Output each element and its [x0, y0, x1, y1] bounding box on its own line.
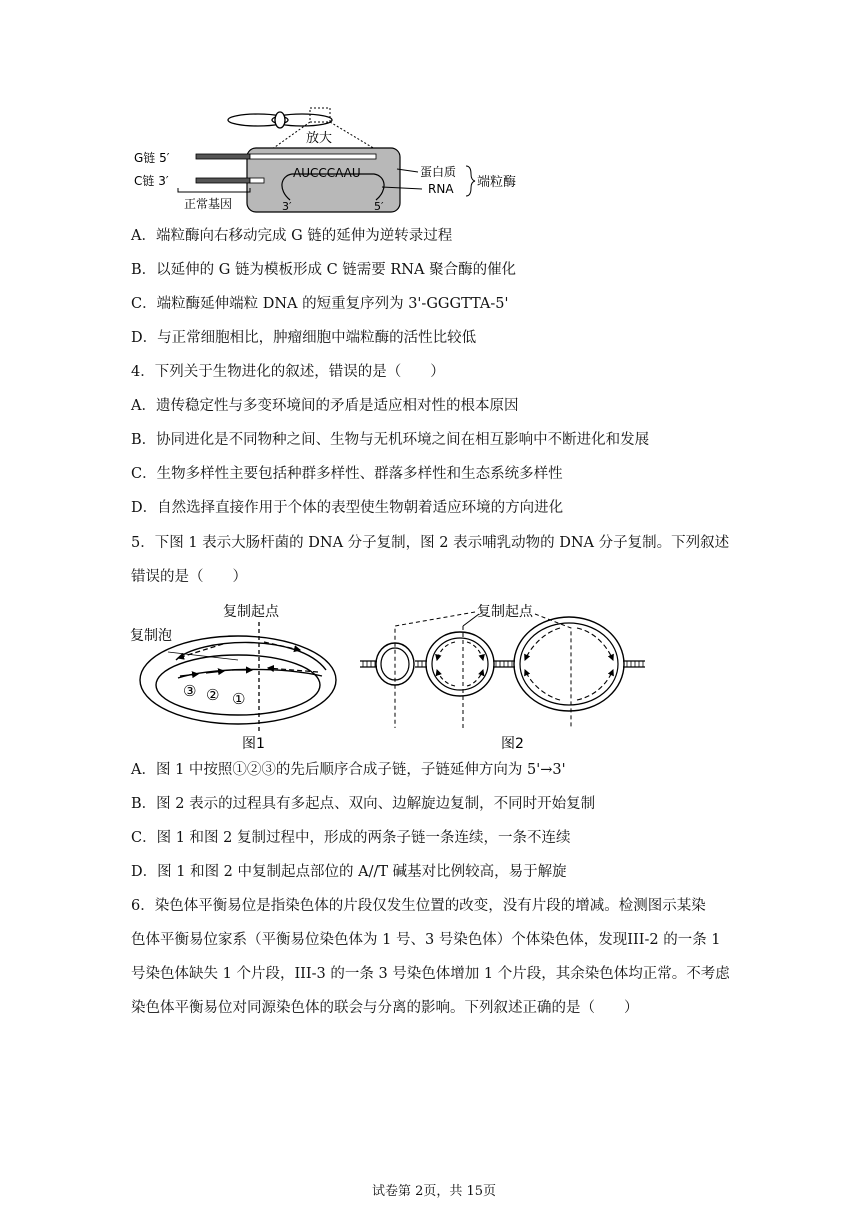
q5-stem-line2: 错误的是（ ） — [131, 569, 247, 585]
q5-stem-line1: 5．下图 1 表示大肠杆菌的 DNA 分子复制，图 2 表示哺乳动物的 DNA 分子复制。下列叙述 — [131, 535, 730, 551]
q4-option-b: B．协同进化是不同物种之间、生物与无机环境之间在相互影响中不断进化和发展 — [131, 432, 650, 448]
fig2-bubble-medium-inner — [432, 638, 488, 690]
telomerase-figure — [130, 104, 530, 216]
q3-option-a: A．端粒酶向右移动完成 G 链的延伸为逆转录过程 — [131, 228, 453, 244]
q4-option-d: D．自然选择直接作用于个体的表型使生物朝着适应环境的方向进化 — [131, 500, 564, 516]
fig2-caption: 图2 — [501, 736, 524, 752]
fig2-bubble-medium — [426, 632, 494, 696]
page-footer: 试卷第 2页，共 15页 — [371, 1184, 497, 1199]
q5-option-b: B．图 2 表示的过程具有多起点、双向、边解旋边复制，不同时开始复制 — [131, 796, 596, 812]
replication-figure-2 — [355, 598, 675, 756]
q3-option-b: B．以延伸的 G 链为模板形成 C 链需要 RNA 聚合酶的催化 — [131, 262, 517, 278]
q5-option-a: A．图 1 中按照①②③的先后顺序合成子链，子链延伸方向为 5'→3' — [131, 762, 566, 778]
fig2-bubble-large — [514, 617, 624, 711]
c-strand-extension — [250, 178, 264, 183]
rna-3prime: 3′ — [282, 200, 292, 213]
rna-label: RNA — [428, 182, 454, 196]
fig1-outer-circle — [140, 636, 336, 724]
q6-line1: 6．染色体平衡易位是指染色体的片段仅发生位置的改变，没有片段的增减。检测图示某染 — [131, 898, 706, 914]
c-strand-label: C链 3′ — [134, 174, 169, 188]
g-strand-label: G链 5′ — [134, 151, 170, 165]
fig1-num-2: ② — [206, 686, 220, 704]
q3-option-d: D．与正常细胞相比，肿瘤细胞中端粒酶的活性比较低 — [131, 330, 477, 346]
q6-line3: 号染色体缺失 1 个片段，III-3 的一条 3 号染色体增加 1 个片段，其余染色体均正常。不考虑 — [131, 966, 730, 982]
normal-gene-label: 正常基因 — [184, 197, 233, 211]
q5-option-c: C．图 1 和图 2 复制过程中，形成的两条子链一条连续，一条不连续 — [131, 830, 571, 846]
replication-figure-1 — [128, 598, 348, 756]
g-strand-gene — [196, 154, 250, 159]
q4-option-c: C．生物多样性主要包括种群多样性、群落多样性和生态系统多样性 — [131, 466, 563, 482]
rna-sequence: AUCCCAAU — [293, 166, 361, 180]
g-strand-extension — [250, 154, 376, 159]
fig1-num-1: ① — [232, 690, 246, 708]
q4-stem: 4．下列关于生物进化的叙述，错误的是（ ） — [131, 364, 445, 380]
rna-5prime: 5′ — [374, 200, 384, 213]
fig1-caption: 图1 — [242, 736, 265, 752]
centromere — [275, 112, 285, 128]
q4-option-a: A．遗传稳定性与多变环境间的矛盾是适应相对性的根本原因 — [131, 398, 519, 414]
q6-line4: 染色体平衡易位对同源染色体的联会与分离的影响。下列叙述正确的是（ ） — [131, 1000, 639, 1016]
fig2-origin-label: 复制起点 — [477, 604, 533, 620]
q6-line2: 色体平衡易位家系（平衡易位染色体为 1 号、3 号染色体）个体染色体，发现III-2 的一条 1 — [131, 932, 721, 948]
protein-label: 蛋白质 — [420, 165, 457, 179]
q5-option-d: D．图 1 和图 2 中复制起点部位的 A//T 碱基对比例较高，易于解旋 — [131, 864, 567, 880]
q3-option-c: C．端粒酶延伸端粒 DNA 的短重复序列为 3'-GGGTTA-5' — [131, 296, 509, 312]
fig2-bubble-large-inner — [520, 623, 618, 705]
fig1-origin-label: 复制起点 — [223, 604, 279, 620]
enlarge-label: 放大 — [306, 131, 333, 146]
fig1-num-3: ③ — [183, 682, 197, 700]
c-strand-gene — [196, 178, 250, 183]
fig1-bubble-label: 复制泡 — [130, 628, 172, 644]
telomerase-label: 端粒酶 — [477, 175, 517, 190]
